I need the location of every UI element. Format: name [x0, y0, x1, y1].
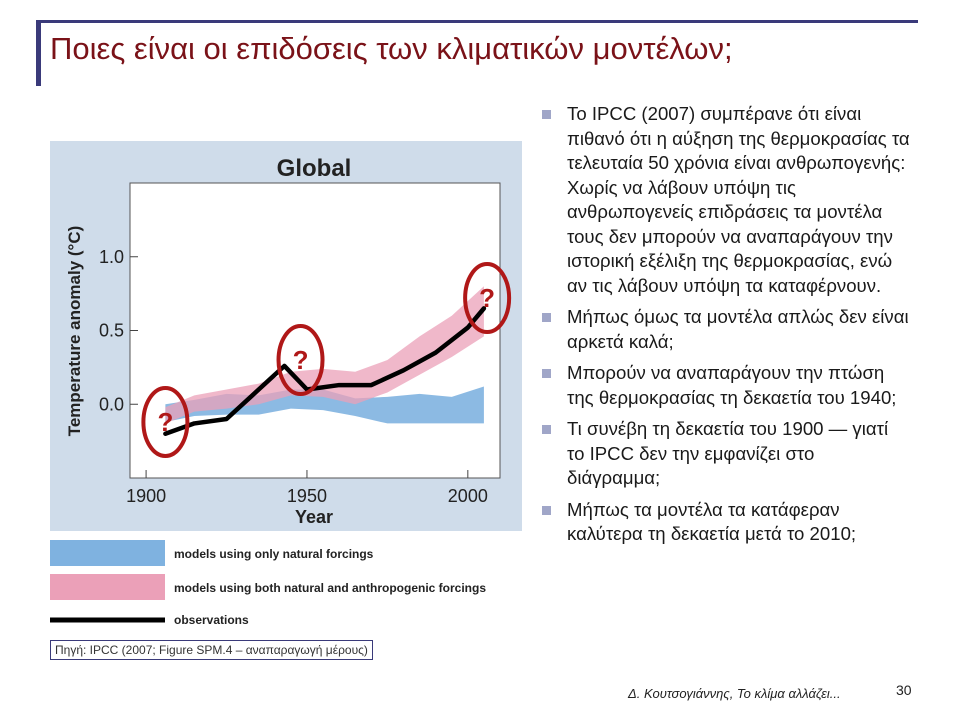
- bullet-square-icon: [542, 110, 551, 119]
- bullet-item: [540, 498, 910, 547]
- bullet-item: [540, 305, 910, 354]
- bullet-item: [540, 417, 910, 491]
- bullet-list: [540, 102, 910, 554]
- legend-swatch-natural: [50, 540, 165, 566]
- legend-label-combined: models using both natural and anthropogenic forcings: [174, 581, 487, 595]
- title-rule: [40, 20, 918, 23]
- question-mark: ?: [479, 283, 496, 314]
- legend-label-observations: observations: [174, 613, 249, 627]
- bullet-item: [540, 102, 910, 298]
- bullet-text: Μήπως τα μοντέλα τα κατάφεραν καλύτερα τη δεκαετία μετά το 2010;: [567, 498, 857, 544]
- bullet-square-icon: [542, 369, 551, 378]
- legend-label-natural: models using only natural forcings: [174, 547, 374, 561]
- source-caption: Πηγή: IPCC (2007; Figure SPM.4 – αναπαραγωγή μέρους): [50, 640, 373, 660]
- bullet-square-icon: [542, 313, 551, 322]
- slide-title: Ποιες είναι οι επιδόσεις των κλιματικών μοντέλων;: [50, 31, 733, 66]
- page-number: 30: [896, 682, 912, 698]
- bullet-item: [540, 361, 910, 410]
- bullet-square-icon: [542, 506, 551, 515]
- y-axis-label: Temperature anomaly (°C): [65, 225, 84, 437]
- x-tick-label: 2000: [447, 486, 488, 506]
- bullet-text: Τι συνέβη τη δεκαετία του 1900 — γιατί το IPCC δεν την εμφανίζει στο διάγραμμα;: [567, 418, 889, 488]
- question-mark: ?: [157, 406, 174, 437]
- chart-panel: [50, 141, 522, 531]
- title-accent-bar: [36, 20, 41, 86]
- global-temperature-chart: [50, 141, 522, 531]
- legend-swatch-combined: [50, 574, 165, 600]
- bullet-text: Το IPCC (2007) συμπέρανε ότι είναι πιθανό ότι η αύξηση της θερμοκρασίας τα τελευταία 50 χρόνια είναι ανθρωπογενής: Χωρίς να λάβουν υπόψη τις ανθρωπογενείς επιδράσεις τα μοντέλα τους δεν μπορούν να αναπαράγουν την ιστορική εξέλιξη της θερμοκρασίας, ενώ αν τις λάβουν υπόψη τα καταφέρνουν.: [567, 103, 910, 296]
- chart-title: Global: [276, 155, 352, 182]
- footer-author: Δ. Κουτσογιάννης, Το κλίμα αλλάζει...: [628, 686, 841, 701]
- y-tick-label: 0.5: [98, 320, 124, 341]
- question-mark: ?: [292, 345, 309, 375]
- bullet-square-icon: [542, 425, 551, 434]
- y-tick-label: 1.0: [98, 246, 124, 267]
- bullet-text: Μήπως όμως τα μοντέλα απλώς δεν είναι αρκετά καλά;: [567, 306, 909, 352]
- y-tick-label: 0.0: [98, 394, 124, 415]
- x-tick-label: 1950: [286, 486, 327, 506]
- x-tick-label: 1900: [126, 486, 167, 506]
- x-axis-label: Year: [294, 507, 334, 527]
- chart-legend: [50, 536, 520, 646]
- bullet-text: Μπορούν να αναπαράγουν την πτώση της θερμοκρασίας τη δεκαετία του 1940;: [567, 362, 897, 408]
